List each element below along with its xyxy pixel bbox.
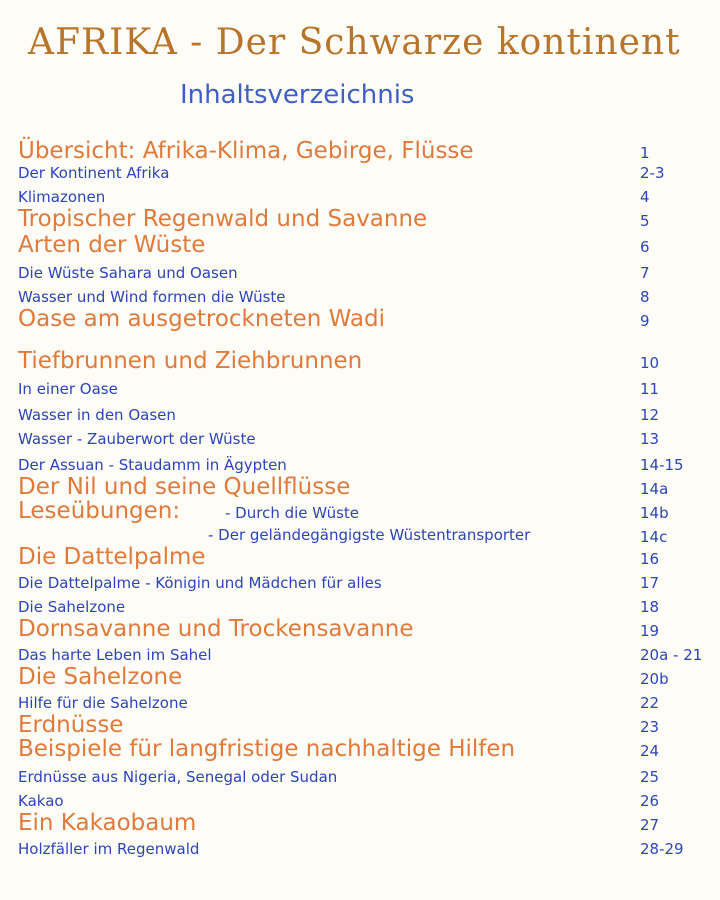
toc-entry-label: Der Kontinent Afrika (18, 164, 170, 182)
toc-entry-page: 7 (640, 264, 650, 282)
toc-entry (0, 306, 720, 334)
toc-entry-page: 18 (640, 598, 660, 616)
toc-entry-page: 25 (640, 768, 660, 786)
toc-entry (0, 378, 720, 402)
toc-entry-label: Wasser - Zauberwort der Wüste (18, 430, 256, 448)
toc-entry-page: 14c (640, 528, 668, 546)
toc-entry-page: 5 (640, 212, 650, 230)
toc-entry (0, 766, 720, 790)
toc-entry-label: Die Sahelzone (18, 598, 126, 616)
toc-entry-page: 23 (640, 718, 660, 736)
toc-entry-page: 17 (640, 574, 660, 592)
toc-entry-label: Erdnüsse (18, 712, 124, 738)
toc-entry-label: Holzfäller im Regenwald (18, 840, 200, 858)
toc-entry-label: Die Dattelpalme (18, 544, 206, 570)
toc-entry-page: 16 (640, 550, 660, 568)
toc-entry (0, 736, 720, 764)
toc-entry-label: Tropischer Regenwald und Savanne (18, 206, 428, 232)
toc-entry-label: Oase am ausgetrockneten Wadi (18, 306, 386, 332)
toc-entry-label: Ein Kakaobaum (18, 810, 197, 836)
toc-entry-label: Der Nil und seine Quellflüsse (18, 474, 351, 500)
toc-entry-label: Leseübungen: (18, 498, 181, 524)
toc-entry-label: Dornsavanne und Trockensavanne (18, 616, 414, 642)
toc-entry-label: Übersicht: Afrika-Klima, Gebirge, Flüsse (18, 138, 474, 164)
toc-entry-page: 4 (640, 188, 650, 206)
toc-entry (0, 616, 720, 644)
toc-entry (0, 404, 720, 428)
toc-entry-page: 9 (640, 312, 650, 330)
toc-entry-label: Die Dattelpalme - Königin und Mädchen für alles (18, 574, 382, 592)
toc-entry-label: Kakao (18, 792, 64, 810)
toc-entry-page: 11 (640, 380, 660, 398)
toc-entry-page: 20a - 21 (640, 646, 703, 664)
toc-entry-label: Arten der Wüste (18, 232, 206, 258)
toc-entry-page: 26 (640, 792, 660, 810)
toc-entry (0, 232, 720, 260)
toc-entry-page: 20b (640, 670, 669, 688)
toc-entry-label: Das harte Leben im Sahel (18, 646, 212, 664)
toc-entry-label: Die Wüste Sahara und Oasen (18, 264, 238, 282)
toc-entry (0, 544, 720, 572)
toc-heading: Inhaltsverzeichnis (180, 80, 415, 110)
toc-entry-page: 12 (640, 406, 660, 424)
toc-entry (0, 428, 720, 452)
toc-entry (0, 810, 720, 838)
toc-entry-sublabel: - Durch die Wüste (225, 504, 360, 522)
toc-entry-label: Wasser in den Oasen (18, 406, 176, 424)
toc-entry-page: 14a (640, 480, 669, 498)
toc-entry-label: Klimazonen (18, 188, 106, 206)
toc-entry-page: 28-29 (640, 840, 684, 858)
toc-entry-page: 27 (640, 816, 660, 834)
toc-entry-page: 8 (640, 288, 650, 306)
toc-entry (0, 206, 720, 234)
page-title: AFRIKA - Der Schwarze kontinent (28, 22, 681, 63)
toc-entry-label: Tiefbrunnen und Ziehbrunnen (18, 348, 363, 374)
toc-entry-label: Beispiele für langfristige nachhaltige Hilfen (18, 736, 516, 762)
toc-entry-page: 10 (640, 354, 660, 372)
toc-entry (0, 838, 720, 862)
toc-entry-page: 14-15 (640, 456, 684, 474)
toc-entry-page: 24 (640, 742, 660, 760)
toc-entry (0, 348, 720, 376)
toc-entry (0, 572, 720, 596)
toc-entry-page: 1 (640, 144, 650, 162)
toc-entry-label: Die Sahelzone (18, 664, 183, 690)
toc-entry-page: 13 (640, 430, 660, 448)
toc-entry-label: Der Assuan - Staudamm in Ägypten (18, 456, 287, 474)
toc-entry-page: 14b (640, 504, 669, 522)
toc-entry (0, 262, 720, 286)
toc-entry-page: 6 (640, 238, 650, 256)
toc-entry-label: - Der geländegängigste Wüstentransporter (208, 526, 531, 544)
toc-entry-label: Erdnüsse aus Nigeria, Senegal oder Sudan (18, 768, 338, 786)
toc-entry-label: In einer Oase (18, 380, 118, 398)
toc-entry-page: 22 (640, 694, 660, 712)
toc-entry (0, 498, 720, 526)
toc-entry-page: 2-3 (640, 164, 665, 182)
toc-entry-page: 19 (640, 622, 660, 640)
toc-entry (0, 664, 720, 692)
toc-entry-label: Hilfe für die Sahelzone (18, 694, 188, 712)
toc-entry-label: Wasser und Wind formen die Wüste (18, 288, 286, 306)
toc-entry (0, 162, 720, 186)
